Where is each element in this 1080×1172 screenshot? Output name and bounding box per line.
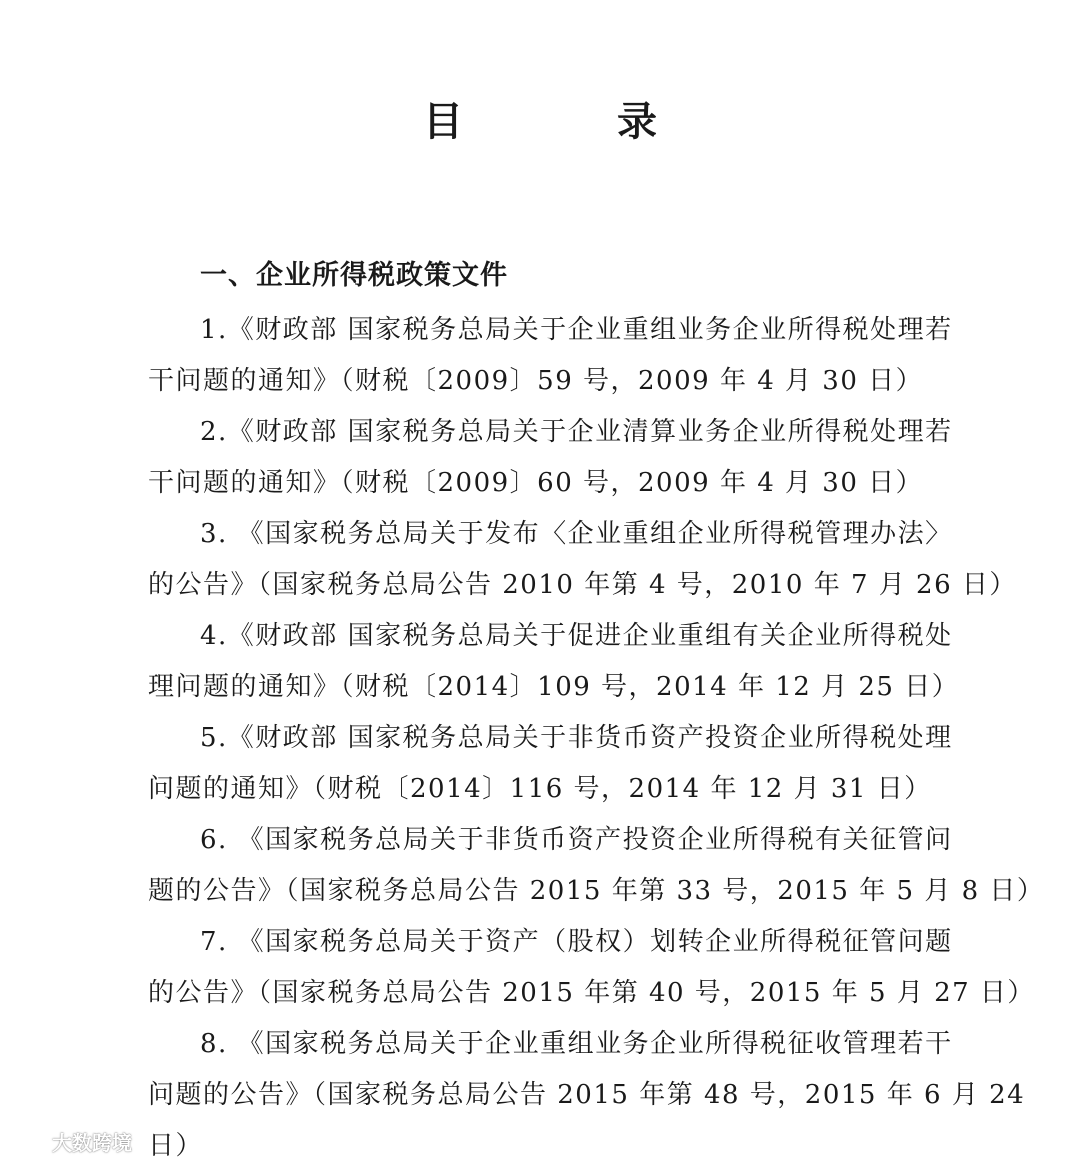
toc-entry-4: [148, 611, 960, 713]
toc-entry-line: 理问题的通知》（财税〔2014〕109 号，2014 年 12 月 25 日）: [148, 672, 960, 702]
toc-entry-6: [148, 815, 1045, 917]
toc-entry-line: 1.《财政部 国家税务总局关于企业重组业务企业所得税处理若: [200, 315, 953, 345]
toc-entry-line: 的公告》（国家税务总局公告 2015 年第 40 号，2015 年 5 月 27 日）: [148, 978, 1035, 1008]
toc-entry-line: 问题的通知》（财税〔2014〕116 号，2014 年 12 月 31 日）: [148, 774, 932, 804]
toc-entry-line: 5.《财政部 国家税务总局关于非货币资产投资企业所得税处理: [200, 723, 953, 753]
toc-entry-line: 6. 《国家税务总局关于非货币资产投资企业所得税有关征管问: [200, 825, 953, 855]
toc-entry-5: [148, 713, 953, 815]
toc-entry-8: [148, 1019, 1026, 1172]
toc-entry-line: 的公告》（国家税务总局公告 2010 年第 4 号，2010 年 7 月 26 日）: [148, 570, 1017, 600]
toc-entry-line: 干问题的通知》（财税〔2009〕59 号，2009 年 4 月 30 日）: [148, 366, 924, 396]
section-heading: 一、企业所得税政策文件: [200, 260, 508, 291]
toc-list: [148, 305, 1045, 1172]
toc-entry-line: 题的公告》（国家税务总局公告 2015 年第 33 号，2015 年 5 月 8 日）: [148, 876, 1045, 906]
toc-entry-line: 4.《财政部 国家税务总局关于促进企业重组有关企业所得税处: [200, 621, 953, 651]
page-title: 目 录: [423, 98, 727, 145]
toc-entry-3: [148, 509, 1017, 611]
toc-entry-line: 干问题的通知》（财税〔2009〕60 号，2009 年 4 月 30 日）: [148, 468, 924, 498]
watermark-text: 大数跨境: [52, 1131, 132, 1155]
toc-entry-line: 8. 《国家税务总局关于企业重组业务企业所得税征收管理若干: [200, 1029, 953, 1059]
toc-entry-line: 日）: [148, 1131, 204, 1161]
toc-entry-line: 3. 《国家税务总局关于发布〈企业重组企业所得税管理办法〉: [200, 519, 953, 549]
speech-bubble-icon: [8, 1129, 48, 1155]
toc-entry-line: 2.《财政部 国家税务总局关于企业清算业务企业所得税处理若: [200, 417, 953, 447]
toc-entry-1: [148, 305, 953, 407]
watermark: [8, 1127, 132, 1156]
toc-entry-7: [148, 917, 1035, 1019]
toc-entry-2: [148, 407, 953, 509]
toc-entry-line: 问题的公告》（国家税务总局公告 2015 年第 48 号，2015 年 6 月 24: [148, 1080, 1026, 1110]
toc-entry-line: 7. 《国家税务总局关于资产（股权）划转企业所得税征管问题: [200, 927, 953, 957]
